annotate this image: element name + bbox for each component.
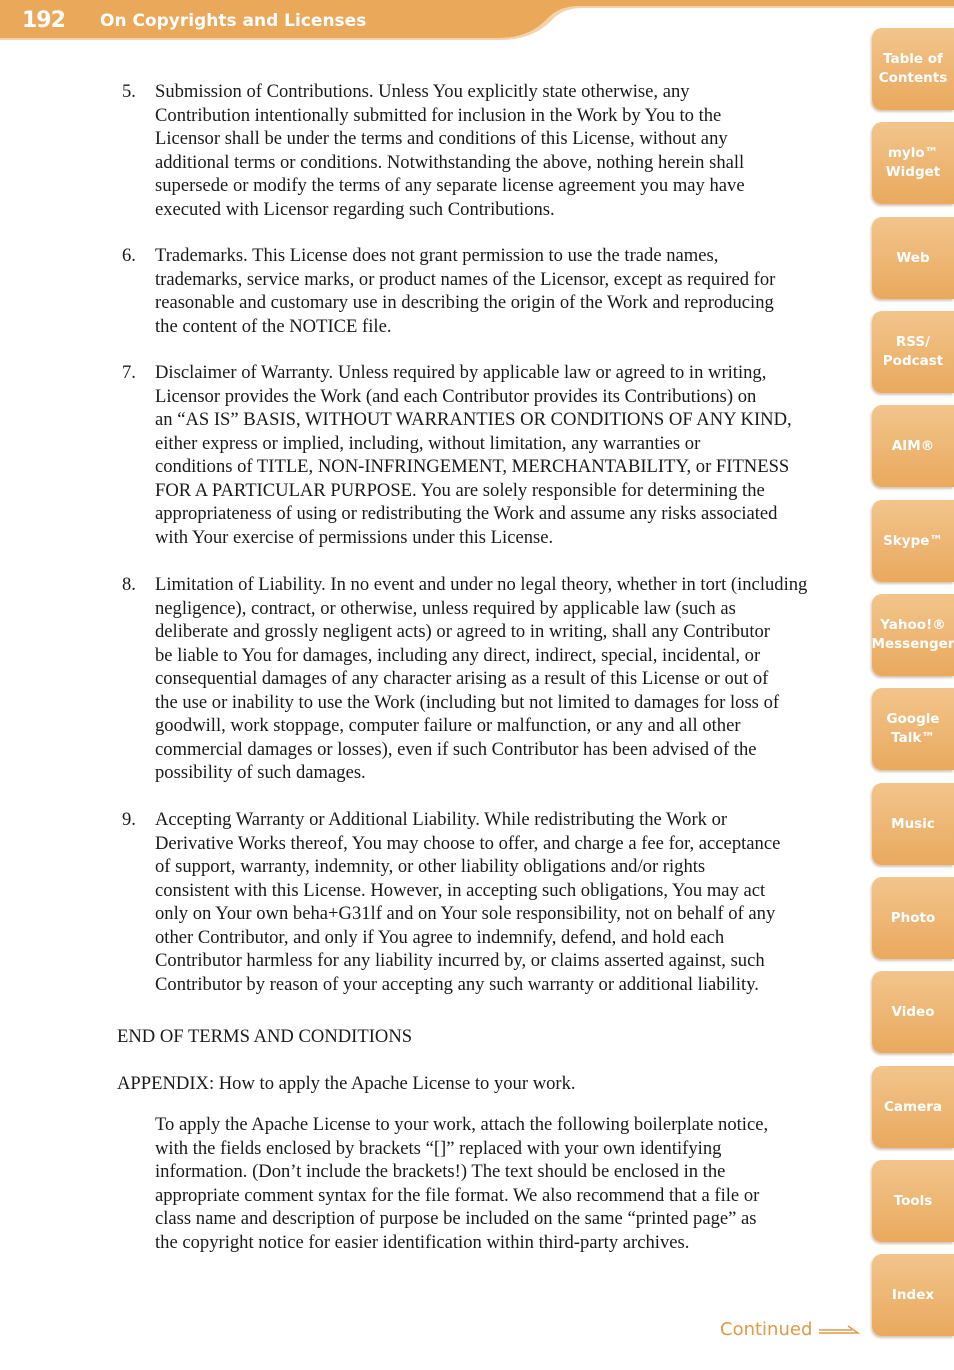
tab-label: Yahoo!® Messenger — [871, 617, 954, 652]
tab-tools[interactable] — [872, 1160, 954, 1242]
page-number: 192 — [22, 8, 65, 33]
item-text: Trademarks. This License does not grant permission to use the trade names, trademarks, service marks, or product names of the Licensor, except as required for reasonable and customary use in describing the origin of the Work and reproducing the content of the NOTICE file. — [155, 245, 776, 337]
tab-table-of-contents[interactable] — [872, 28, 954, 110]
tab-label: Camera — [883, 1098, 942, 1115]
section-title: On Copyrights and Licenses — [100, 11, 367, 31]
appendix-paragraph: To apply the Apache License to your work, attach the following boilerplate notice, with the fields enclosed by brackets “[]” replaced with your own identifying information. (Don’t include the brackets!) The text should be enclosed in the appropriate comment syntax for the file format. We also recommend that a file or class name and description of purpose be included on the same “printed page” as the copyright notice for easier identification within third-party archives. — [155, 1114, 769, 1253]
tab-label: Table of Contents — [878, 51, 948, 86]
tab-label: Video — [891, 1003, 935, 1020]
tab-label: Tools — [893, 1192, 933, 1209]
item-number: 9. — [122, 809, 136, 830]
item-number: 6. — [122, 245, 136, 266]
tab-label: mylo™ Widget — [885, 145, 941, 180]
end-of-terms: END OF TERMS AND CONDITIONS — [117, 1026, 413, 1047]
tab-index[interactable] — [872, 1254, 954, 1336]
tab-label: Google Talk™ — [886, 711, 940, 746]
tab-video[interactable] — [872, 971, 954, 1053]
tab-skype[interactable] — [872, 500, 954, 582]
continued-link[interactable]: Continued — [720, 1319, 813, 1340]
tab-mylo-widget[interactable] — [872, 122, 954, 204]
item-number: 5. — [122, 81, 136, 102]
item-text: Disclaimer of Warranty. Unless required by applicable law or agreed to in writing, Licensor provides the Work (and each Contributor provides its Contributions) on an “AS IS” BASIS, WITHOUT WARRANTIES OR CONDITIONS OF ANY KIND, either express or implied, including, without limitation, any warranties or conditions of TITLE, NON-INFRINGEMENT, MERCHANTABILITY, or FITNESS FOR A PARTICULAR PURPOSE. You are solely responsible for determining the appropriateness of using or redistributing the Work and assume any risks associated with Your exercise of permissions under this License. — [155, 362, 792, 548]
appendix-heading: APPENDIX: How to apply the Apache License to your work. — [117, 1073, 576, 1094]
tab-rss-podcast[interactable] — [872, 311, 954, 393]
tab-aim[interactable] — [872, 405, 954, 487]
tab-web[interactable] — [872, 217, 954, 299]
tab-label: Index — [891, 1286, 935, 1303]
item-text: Accepting Warranty or Additional Liability. While redistributing the Work or Derivative Works thereof, You may choose to offer, and charge a fee for, acceptance of support, warranty, indemnity, or other liability obligations and/or rights consistent with this License. However, in accepting such obligations, You may act only on Your own beha+G31lf and on Your sole responsibility, not on behalf of any other Contributor, and only if You agree to indemnify, defend, and hold each Contributor harmless for any liability incurred by, or claims asserted against, such Contributor by reason of your accepting any such warranty or additional liability. — [155, 809, 781, 995]
tab-label: AIM® — [891, 437, 935, 454]
tab-label: Skype™ — [883, 532, 943, 549]
tab-camera[interactable] — [872, 1066, 954, 1148]
header-band — [0, 0, 954, 40]
item-text: Limitation of Liability. In no event and under no legal theory, whether in tort (including negligence), contract, or otherwise, unless required by applicable law (such as deliberate and grossly negligent acts) or agreed to in writing, shall any Contributor be liable to You for damages, including any direct, indirect, special, incidental, or consequential damages of any character arising as a result of this License or out of the use or inability to use the Work (including but not limited to damages for loss of goodwill, work stoppage, computer failure or malfunction, or any and all other commercial damages or losses), even if such Contributor has been advised of the possibility of such damages. — [155, 574, 808, 783]
tab-label: Web — [896, 249, 930, 266]
continued-arrow-icon[interactable] — [818, 1324, 860, 1336]
item-text: Submission of Contributions. Unless You explicitly state otherwise, any Contribution intentionally submitted for inclusion in the Work by You to the Licensor shall be under the terms and conditions of this License, without any additional terms or conditions. Notwithstanding the above, nothing herein shall supersede or modify the terms of any separate license agreement you may have executed with Licensor regarding such Contributions. — [155, 81, 745, 220]
tab-photo[interactable] — [872, 877, 954, 959]
tab-label: RSS/ Podcast — [882, 334, 944, 369]
item-number: 7. — [122, 362, 136, 383]
tab-google-talk[interactable] — [872, 688, 954, 770]
item-number: 8. — [122, 574, 136, 595]
tab-music[interactable] — [872, 783, 954, 865]
tab-yahoo-messenger[interactable] — [872, 594, 954, 676]
tab-label: Music — [891, 815, 935, 832]
tab-label: Photo — [890, 909, 936, 926]
